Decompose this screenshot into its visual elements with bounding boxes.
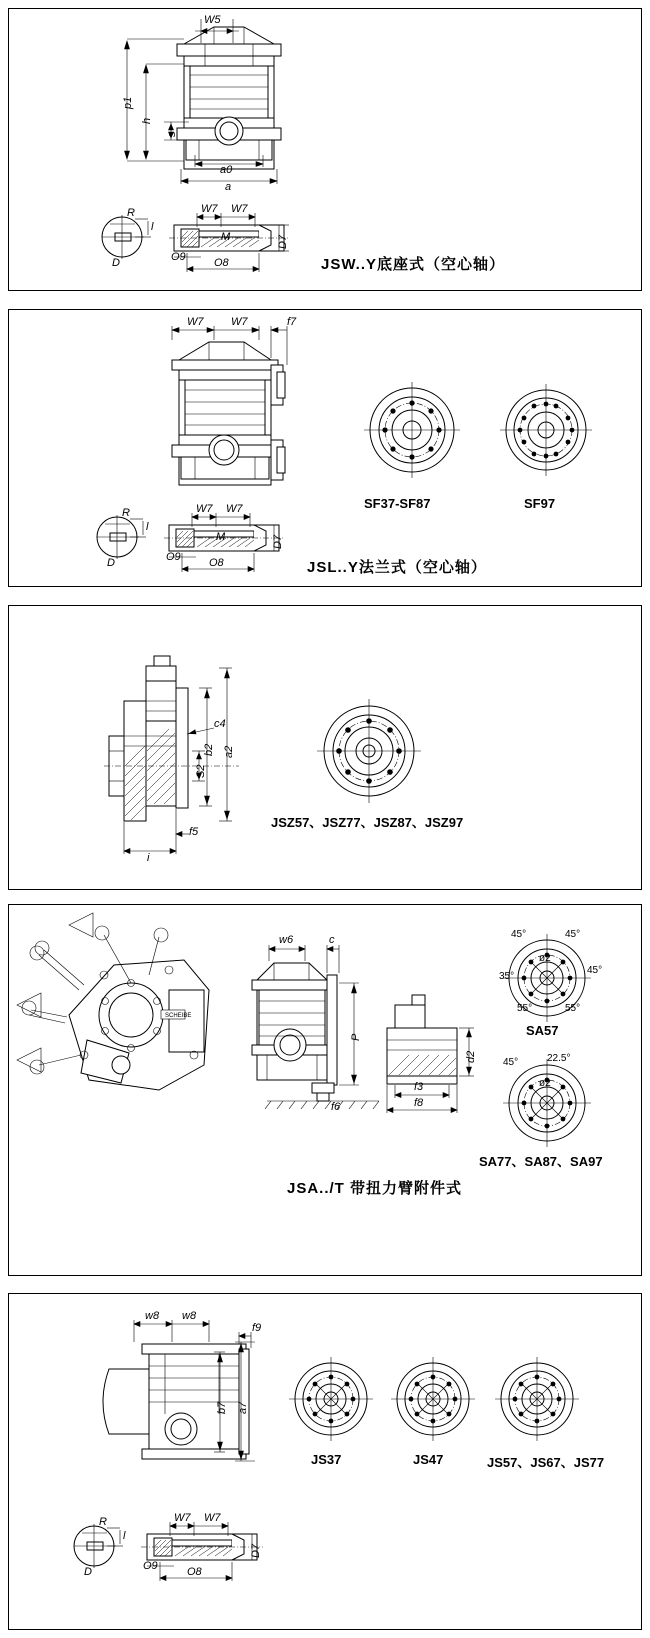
series-label-sf97: SF97 [524, 496, 556, 511]
dim-label-phi2-a: ø2 [539, 953, 551, 964]
dim-label-w7-top-b: W7 [231, 316, 248, 328]
angle-label-55-a: 55° [517, 1003, 533, 1014]
dim-label-r: R [127, 207, 135, 219]
dim-label-o9-2: O9 [166, 551, 181, 563]
dim-label-f6: f6 [331, 1101, 341, 1113]
dim-label-w7-top-a: W7 [187, 316, 204, 328]
dim-label-f9: f9 [252, 1322, 262, 1334]
angle-label-45-a: 45° [511, 929, 527, 940]
panel2-drawing [9, 310, 643, 588]
panel4-caption: JSA../T 带扭力臂附件式 [287, 1180, 463, 1197]
dim-label-l5: l [123, 1530, 126, 1542]
angle-label-35: 35° [499, 971, 515, 982]
svg-text:SCHEIBE: SCHEIBE [165, 1013, 192, 1019]
dim-label-p1: p1 [122, 96, 134, 109]
panel2-caption: JSL..Y法兰式（空心轴） [307, 559, 487, 576]
dim-label-o9-5: O9 [143, 1560, 158, 1572]
panel1-caption: JSW..Y底座式（空心轴） [321, 256, 506, 273]
dim-label-c4: c4 [214, 718, 226, 730]
dim-label-d: D [112, 257, 120, 269]
dim-label-w7-c: W7 [196, 503, 213, 515]
angle-label-45-d: 45° [503, 1057, 519, 1068]
series-label-sa77: SA77、SA87、SA97 [479, 1154, 603, 1169]
dim-label-l: l [151, 221, 154, 233]
dim-label-w5: W5 [204, 14, 221, 26]
series-label-js57-67-77: JS57、JS67、JS77 [487, 1455, 605, 1470]
series-label-sa57: SA57 [526, 1023, 559, 1038]
series-label-jsz: JSZ57、JSZ77、JSZ87、JSZ97 [271, 815, 464, 830]
series-label-js37: JS37 [311, 1452, 342, 1467]
angle-label-45-b: 45° [565, 929, 581, 940]
dim-label-r2: R [122, 507, 130, 519]
dim-label-w8-a: w8 [145, 1310, 160, 1322]
dim-label-i: i [147, 852, 150, 864]
dim-label-l2: l [146, 521, 149, 533]
dim-label-d5: D [84, 1566, 92, 1578]
dim-label-h: h [141, 117, 153, 124]
dim-label-f8: f8 [414, 1097, 424, 1109]
dim-label-d7: D7 [277, 234, 289, 249]
dim-label-b2: b2 [203, 743, 215, 756]
series-label-js47: JS47 [413, 1452, 444, 1467]
angle-label-45-c: 45° [587, 965, 603, 976]
dim-label-s2: S2 [195, 764, 207, 778]
dim-label-w7-a: W7 [201, 203, 218, 215]
dim-label-o8: O8 [214, 257, 229, 269]
dim-label-a0: a0 [220, 164, 233, 176]
dim-label-d7-5: D7 [250, 1543, 262, 1558]
dim-label-s: s [166, 131, 178, 137]
dim-label-w8-b: w8 [182, 1310, 197, 1322]
panel3-drawing [9, 606, 643, 891]
dim-label-w7-d: W7 [226, 503, 243, 515]
dim-label-o9: O9 [171, 251, 186, 263]
dim-label-w6: w6 [279, 934, 294, 946]
angle-label-55-b: 55° [565, 1003, 581, 1014]
dim-label-p: P [350, 1033, 362, 1041]
dim-label-a: a [225, 181, 232, 193]
panel-jsw-base-type [8, 8, 642, 291]
dim-label-a2: a2 [223, 745, 235, 758]
dim-label-d2b: d2 [465, 1050, 477, 1063]
panel-jsl-flange-type [8, 309, 642, 587]
dim-label-d2: D [107, 557, 115, 569]
dim-label-phi2-b: ø2 [539, 1078, 551, 1089]
dim-label-b7: b7 [216, 1401, 228, 1414]
panel-js-shaft-mount [8, 1293, 642, 1630]
dim-label-o8-5: O8 [187, 1566, 202, 1578]
dim-label-f3: f3 [414, 1081, 424, 1093]
series-label-sf37-sf87: SF37-SF87 [364, 496, 431, 511]
dim-label-d7-2: D7 [272, 534, 284, 549]
dim-label-w7-b: W7 [231, 203, 248, 215]
dim-label-w7-e: W7 [174, 1512, 191, 1524]
panel-jsz-shrink-disc [8, 605, 642, 890]
angle-label-22-5: 22.5° [547, 1053, 571, 1064]
dim-label-m: M [221, 231, 231, 243]
dim-label-m2: M [216, 531, 226, 543]
dim-label-r5: R [99, 1516, 107, 1528]
dim-label-w7-f: W7 [204, 1512, 221, 1524]
panel1-drawing [9, 9, 643, 292]
dim-label-f7: f7 [287, 316, 297, 328]
dim-label-c: c [329, 934, 335, 946]
panel-jsa-torque-arm [8, 904, 642, 1276]
dim-label-a7: a7 [237, 1401, 249, 1414]
dim-label-f5: f5 [189, 826, 199, 838]
dim-label-o8-2: O8 [209, 557, 224, 569]
